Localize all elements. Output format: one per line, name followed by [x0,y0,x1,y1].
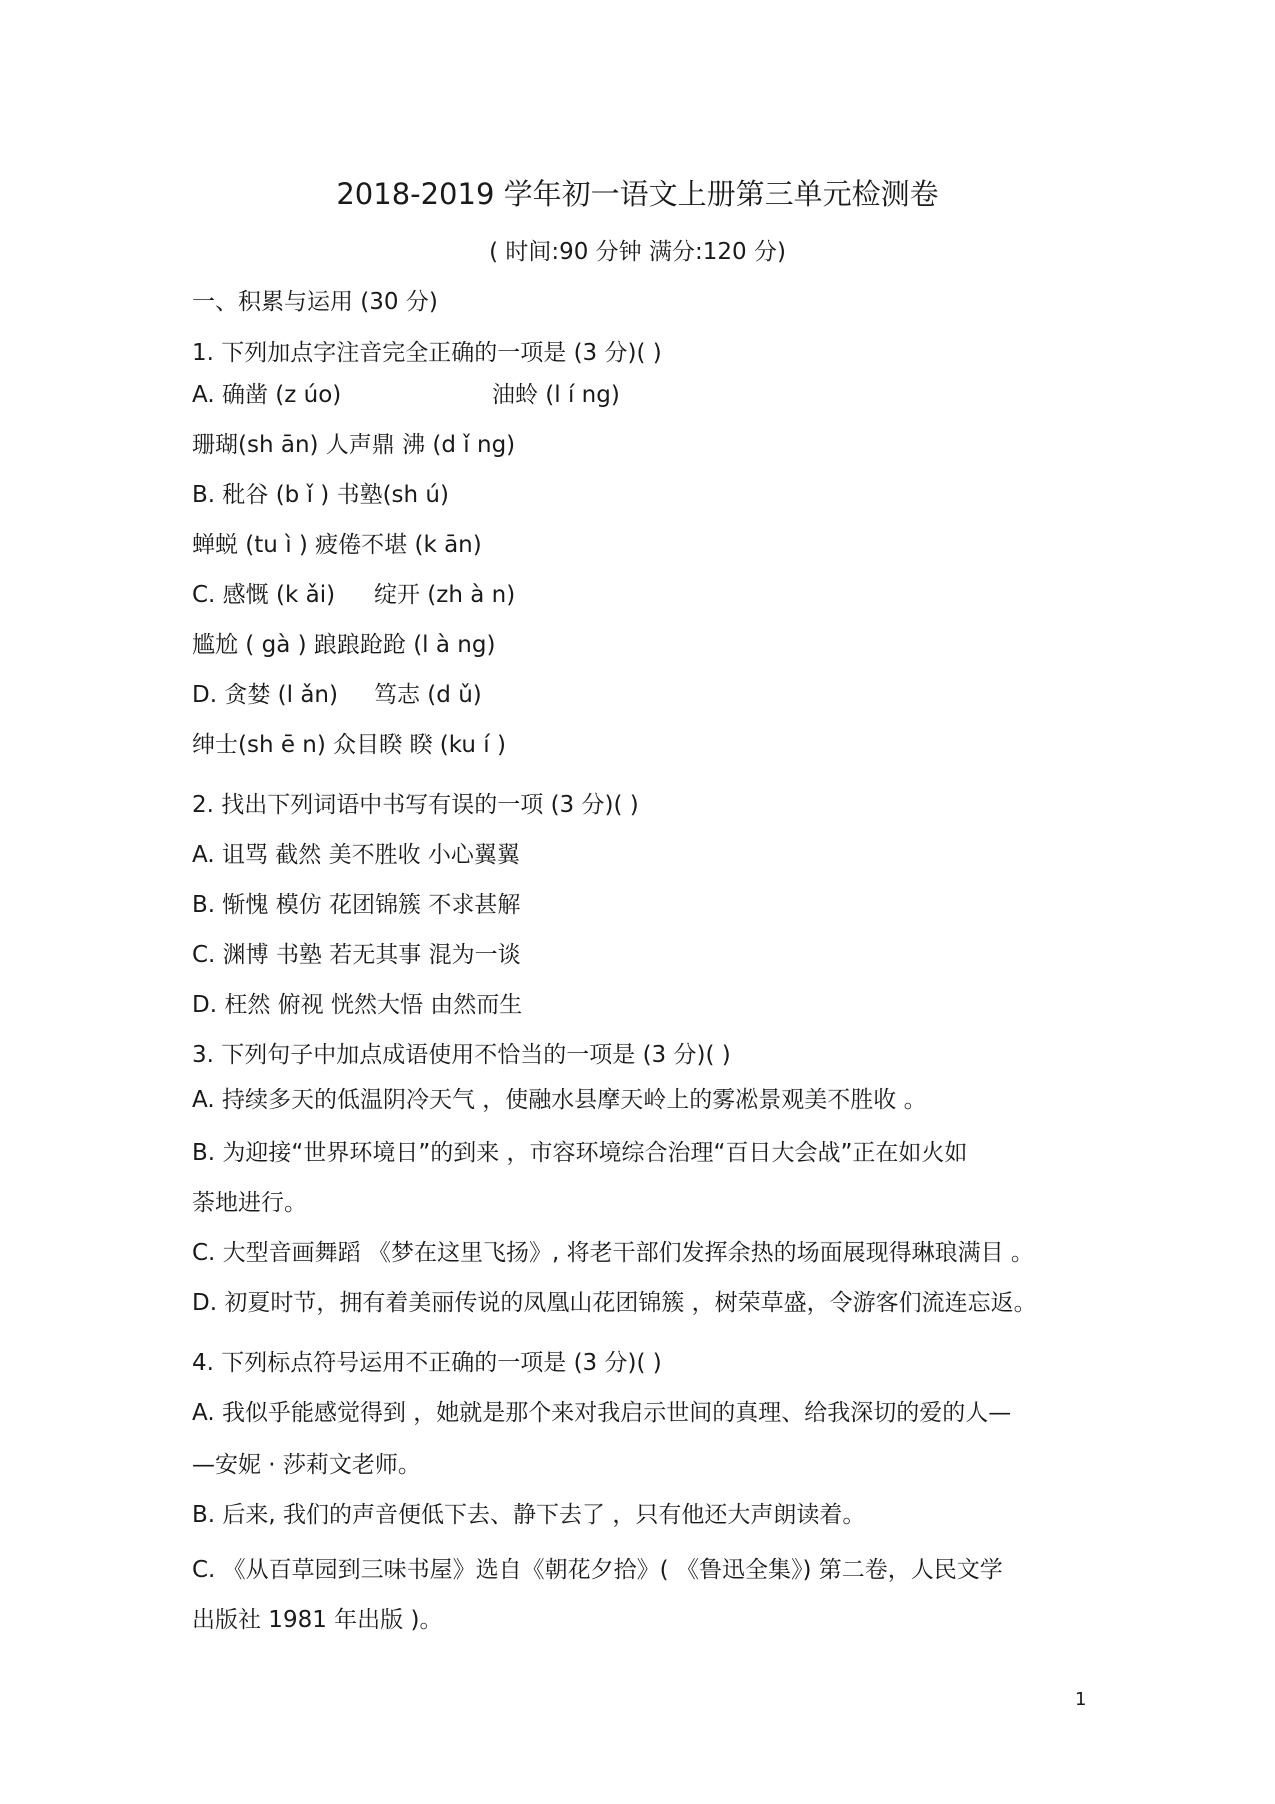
page-number: 1 [1075,1689,1087,1710]
q2-option-c: C. 渊博 书塾 若无其事 混为一谈 [192,942,521,968]
q1-option-c-line2: 尴尬 ( gà ) 踉踉跄跄 (l à ng) [192,632,496,658]
q3-option-a: A. 持续多天的低温阴冷天气 ，使融水县摩天岭上的雾凇景观美不胜收 。 [192,1087,927,1113]
q4-option-a-line1: A. 我似乎能感觉得到 ，她就是那个来对我启示世间的真理、给我深切的爱的人— [192,1400,1012,1426]
q4-option-b: B. 后来, 我们的声音便低下去、静下去了 ，只有他还大声朗读着。 [192,1502,866,1528]
q2-stem: 2. 找出下列词语中书写有误的一项 (3 分)( ) [192,792,639,818]
q3-stem: 3. 下列句子中加点成语使用不恰当的一项是 (3 分)( ) [192,1042,731,1068]
q4-option-c-line2: 出版社 1981 年出版 )。 [192,1607,443,1633]
q3-option-b-line1: B. 为迎接“世界环境日”的到来 ，市容环境综合治理“百日大会战”正在如火如 [192,1140,968,1166]
q1-option-a-part1: A. 确凿 (z úo) [192,382,342,408]
q1-stem: 1. 下列加点字注音完全正确的一项是 (3 分)( ) [192,340,662,366]
q2-option-d: D. 枉然 俯视 恍然大悟 由然而生 [192,992,523,1018]
q4-stem: 4. 下列标点符号运用不正确的一项是 (3 分)( ) [192,1350,662,1376]
q2-option-a: A. 诅骂 截然 美不胜收 小心翼翼 [192,842,520,868]
q1-option-a-line2: 珊瑚(sh ān) 人声鼎 沸 (d ǐ ng) [192,432,516,458]
q3-option-d: D. 初夏时节，拥有着美丽传说的凤凰山花团锦簇 ，树荣草盛，令游客们流连忘返。 [192,1290,1037,1316]
q1-option-b-line2: 蝉蜕 (tu ì ) 疲倦不堪 (k ān) [192,532,482,558]
q1-option-d-part1: D. 贪婪 (l ǎn) [192,682,338,708]
q4-option-a-line2: —安妮 · 莎莉文老师。 [192,1452,421,1478]
q2-option-b: B. 惭愧 模仿 花团锦簇 不求甚解 [192,892,521,918]
section-heading: 一、积累与运用 (30 分) [192,289,438,315]
q3-option-c: C. 大型音画舞蹈 《梦在这里飞扬》, 将老干部们发挥余热的场面展现得琳琅满目 。 [192,1240,1034,1266]
q1-option-d-part2: 笃志 (d ǔ) [374,682,482,708]
q1-option-b-line1: B. 秕谷 (b ǐ ) 书塾(sh ú) [192,482,449,508]
q3-option-b-line2: 荼地进行。 [192,1190,307,1216]
exam-subtitle: ( 时间:90 分钟 满分:120 分) [489,239,786,265]
q1-option-c-part1: C. 感慨 (k ǎi) [192,582,336,608]
q1-option-d-line2: 绅士(sh ē n) 众目睽 睽 (ku í ) [192,732,506,758]
q1-option-a-part2: 油蛉 (l í ng) [492,382,620,408]
q4-option-c-line1: C. 《从百草园到三味书屋》选自《朝花夕拾》( 《鲁迅全集》) 第二卷，人民文学 [192,1557,1003,1583]
exam-title: 2018-2019 学年初一语文上册第三单元检测卷 [336,177,939,211]
q1-option-a-line1 [192,380,341,410]
q1-option-c-part2: 绽开 (zh à n) [374,582,516,608]
